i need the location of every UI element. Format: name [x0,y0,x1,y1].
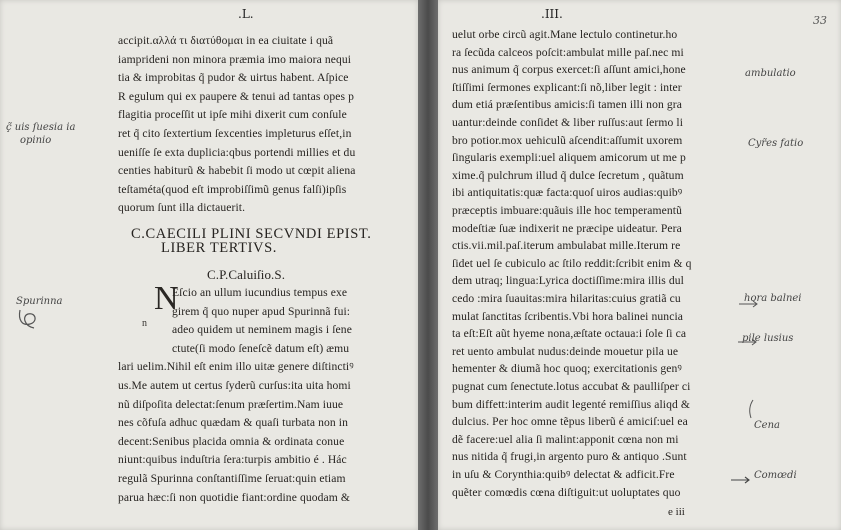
page-number: 33 [813,14,827,27]
margin-note-ambulatio: ambulatio [745,68,796,79]
text-line: R egulum qui ex paupere & tenui ad tantas opes p [118,89,354,103]
text-line: mulat ſanctitas ſcribentis.Vbi hora balinei nuncia [452,309,684,323]
margin-note-pile: pile lusius [742,333,794,344]
text-line: decent:Senibus placida omnia & ordinata conue [118,434,345,448]
text-line: us.Me autem ut certus ſyderũ curſus:ita uita homi [118,379,351,392]
book-gutter [418,0,438,530]
text-line: quorum ſunt illa dictauerit. [118,201,246,215]
text-line: in uſu & Corynthia:quibꝰ delectat & adficit.Fre [452,468,675,481]
text-line: ueniſſe ſe exta duplicia:qbus portendi millies et du [118,145,356,159]
margin-note-fatio: Cyr̃es fatio [748,138,804,149]
text-line: nes cõfuſa adhuc quædam & quaſi turbata non in [118,416,348,430]
text-line: accipit.αλλά τι διατύθομαι in ea ciuitate i quã [118,34,334,47]
text-line: iamprideni non minora præmia imo maiora nequi [118,52,352,66]
text-line: xime.q̃ pulchrum illud q̃ dulce ſecretum , quãtum [452,168,684,182]
text-line: cedo :mira ſuauitas:mira hilaritas:cuius gratiã cu [452,292,681,305]
text-line: ſtiſſimi ſermones explicant:ſi nõ,liber legit : inter [452,80,682,94]
text-line: nũ diſpoſita delectat:ſenum præſertim.Nam iuue [118,397,344,411]
text-line: dẽ facere:uel alia ſi malint:apponit cœna non mi [452,432,679,446]
book-title: C.CAECILI PLINI SECVNDI EPIST. [131,226,372,242]
margin-note-hora-balnei: hora balnei [744,293,802,304]
marginal-flourish-icon [16,306,46,332]
right-page [438,0,841,530]
text-line: Eſcio an ullum iucundius tempus exe [172,286,348,299]
text-line: hementer & diumã hoc quoq; exercitationis genꝰ [452,362,682,376]
text-line: præceptis imbuare:quãuis ille hoc temperamentũ [452,204,682,217]
running-head: .L. [238,7,254,21]
signature-mark: e iii [668,506,685,518]
text-line: parua hæc:ſi non quotidie fiant:ordine quodam & [118,490,351,504]
margin-note-left-2: opinio [20,135,52,146]
text-line: tia & improbitas q̃ pudor & uirtus habent. Aſpice [118,71,349,85]
text-line: centies habiturũ & habebit ſi modo ut cœpit aliena [118,164,356,178]
text-line: regulã Spurinna conſtantiſſime ſeruat:quin etiam [118,472,346,485]
text-line: lari uelim.Nihil eſt enim illo uitæ genere diſtinctiꝰ [118,360,354,374]
letter-salutation: C.P.Caluiſio.S. [207,267,286,282]
text-line: ta eſt:Eſt aũt hyeme nona,æſtate octaua:i ſole ſi ca [452,327,687,341]
marginal-stroke-icon [745,400,757,420]
text-line: flagitia proceſſit ut ipſe mihi dixerit cum conſule [118,108,347,122]
text-line: ibi antiquitatis:quæ facta:quoſ uiros audias:quibꝰ [452,186,683,200]
text-line: nus nitida q̃ frugi,in argento puro & antiquo .Sunt [452,450,687,464]
text-line: niunt:quibus induſtria ſera:turpis ambitio é . Hác [118,453,347,467]
text-line: bum diffett:interim audit legenté remiſſius aliqd & [452,397,690,411]
text-line: uantur:deinde conſidet & liber ruſſus:aut ſermo li [452,116,684,129]
left-page [0,0,418,530]
pointer-dash-icon [739,300,761,310]
text-line: ret uento ambulat nudus:deinde mouetur pila ue [452,344,679,358]
drop-cap: N [154,280,179,317]
text-line: ret q̃ cito ſextertium ſexcenties impleturus eſſet,in [118,127,352,140]
margin-note-cena: Cena [754,420,780,431]
margin-note-spurinna: Spurinna [16,296,63,307]
text-line: ſidet uel ſe cubiculo ac ſtilo reddit:ſcribit enim & q [452,256,692,270]
text-line: uelut orbe circũ agit.Mane lectulo continetur.ho [452,28,678,41]
margin-note-left-1: ç̃ uis ſuesia ia [6,122,76,133]
text-line: nus animum q̃ corpus exercet:ſi aſſunt amici,hone [452,63,686,77]
text-line: girem q̃ quo nuper apud Spurinnã fui: [172,304,351,318]
text-line: ra ſecũda calceos poſcit:ambulat mille paſ.nec mi [452,45,684,59]
text-line: ſingularis exempli:uel aliquem amicorum ut me p [452,151,686,165]
text-line: dum etiá præſentibus amicis:ſi tamen illi non gra [452,98,682,112]
text-line: dem utraq; lingua:Lyrica doctiſſime:mira illis dul [452,274,684,288]
guide-letter: n [142,318,147,329]
text-line: modeſtiæ ſuæ indixerit ne præcipe uideatur. Pera [452,221,682,235]
text-line: ctute(ſi modo ſeneſcẽ datum eſt) æmu [172,341,350,355]
running-head: .III. [541,7,563,21]
text-line: ctis.vii.mil.paſ.iterum ambulabat mille.Iterum re [452,239,681,253]
text-line: pugnat cum ſenectute.lotus accubat & paulliſper ci [452,380,691,393]
margin-note-comoedi: Comœdi [754,470,797,481]
text-line: quẽter comœdis cœna diſtiguit:ut uoluptates quo [452,485,681,499]
text-line: teſtaméta(quod eſt improbiſſimũ genus falſi)ipſis [118,182,347,196]
text-line: adeo quidem ut neminem magis i ſene [172,323,352,337]
text-line: dulcius. Per hoc omne tẽpus liberũ é amiciſ:uel ea [452,415,688,429]
pointer-arrow-icon [731,476,753,486]
pointer-dash-icon [738,338,760,348]
text-line: bro potior.mox uehiculũ aſcendit:aſſumit uxorem [452,133,683,147]
book-subtitle: LIBER TERTIVS. [161,240,278,256]
